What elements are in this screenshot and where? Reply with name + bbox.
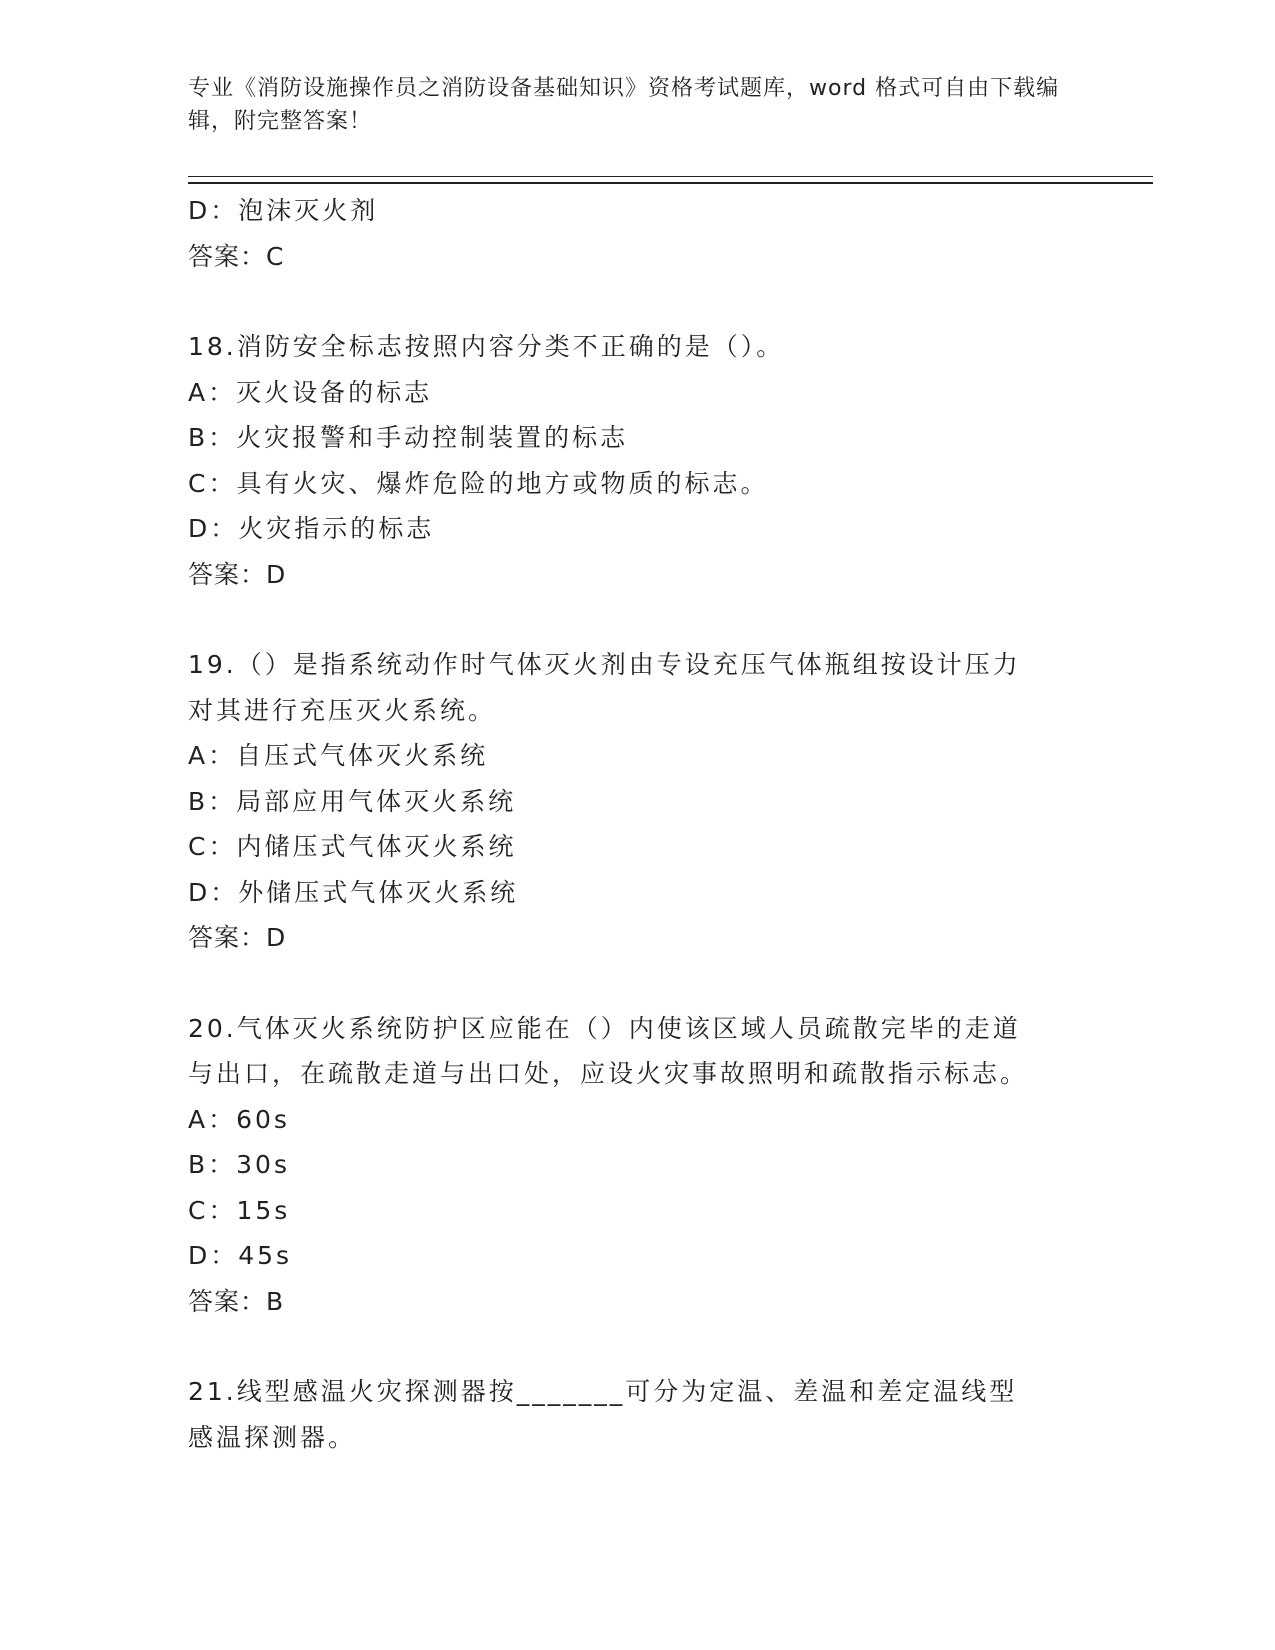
- option-d: D：45s: [188, 1241, 293, 1270]
- question-stem: 21.线型感温火灾探测器按_______可分为定温、差温和差定温线型感温探测器。: [188, 1377, 1018, 1452]
- question-item: [188, 324, 1088, 597]
- option-a: A：自压式气体灭火系统: [188, 741, 489, 770]
- option-d: D：火灾指示的标志: [188, 514, 435, 543]
- option-d: D：泡沫灭火剂: [188, 196, 379, 225]
- question-stem: 18.消防安全标志按照内容分类不正确的是（）。: [188, 332, 785, 361]
- option-d: D：外储压式气体灭火系统: [188, 877, 519, 907]
- page-header: 专业《消防设施操作员之消防设备基础知识》资格考试题库，word 格式可自由下载编辑，附完整答案！: [188, 76, 1060, 134]
- question-stem: 20.气体灭火系统防护区应能在（）内使该区域人员疏散完毕的走道与出口，在疏散走道与出口处，应设火灾事故照明和疏散指示标志。: [188, 1013, 1029, 1088]
- question-stem: 19.（）是指系统动作时气体灭火剂由专设充压气体瓶组按设计压力对其进行充压灭火系统。: [188, 650, 1021, 725]
- option-a: A：灭火设备的标志: [188, 377, 433, 407]
- option-b: B：火灾报警和手动控制装置的标志: [188, 423, 629, 452]
- answer-line: 答案：C: [188, 241, 285, 271]
- header-rule-thin: [188, 176, 1153, 177]
- answer-line: 答案：D: [188, 559, 287, 589]
- question-item: [188, 1006, 1088, 1325]
- option-a: A：60s: [188, 1104, 290, 1134]
- question-item: [188, 1369, 1088, 1460]
- answer-line: 答案：D: [188, 923, 287, 952]
- option-c: C：内储压式气体灭火系统: [188, 832, 517, 861]
- option-b: B：30s: [188, 1150, 290, 1179]
- question-item: [188, 642, 1088, 961]
- question-list: [188, 188, 1088, 1460]
- answer-line: 答案：B: [188, 1286, 285, 1316]
- header-rule-thick: [188, 182, 1153, 184]
- option-c: C：具有火灾、爆炸危险的地方或物质的标志。: [188, 468, 769, 498]
- option-b: B：局部应用气体灭火系统: [188, 786, 517, 816]
- option-c: C：15s: [188, 1195, 291, 1225]
